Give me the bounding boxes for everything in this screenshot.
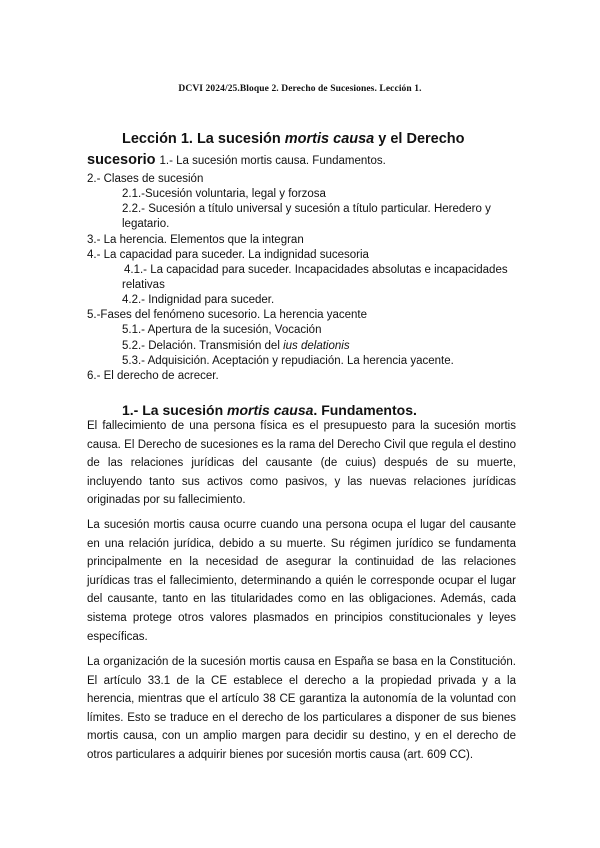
toc-item-4-1: 4.1.- La capacidad para suceder. Incapacidades absolutas e incapacidades: [124, 264, 508, 276]
section-heading-text: 1.- La sucesión: [122, 402, 228, 418]
page-header: DCVI 2024/25.Bloque 2. Derecho de Sucesiones. Lección 1.: [178, 84, 422, 94]
lesson-title-italic: mortis causa: [284, 131, 375, 147]
toc-item-5-2-text: 5.2.- Delación. Transmisión del: [122, 340, 284, 352]
paragraph-1: El fallecimiento de una persona física es el presupuesto para la sucesión mortis causa. El Derecho de sucesiones es la rama del Derecho Civil que regula el destino de las relaciones jurídicas del causante (de cuius) después de su muerte, incluyendo tanto sus activos como pasivos, y las nuevas relaciones jurídicas originadas por su fallecimiento.: [87, 420, 516, 507]
section-heading: [122, 402, 417, 418]
toc-item-4-2: 4.2.- Indignidad para suceder.: [122, 294, 275, 306]
toc-item-5-3: 5.3.- Adquisición. Aceptación y repudiación. La herencia yacente.: [122, 355, 454, 367]
toc-item-5-1: 5.1.- Apertura de la sucesión, Vocación: [122, 324, 322, 336]
paragraph-3: La organización de la sucesión mortis causa en España se basa en la Constitución. El artículo 33.1 de la CE establece el derecho a la propiedad privada y a la herencia, mientras que el artículo 38 CE garantiza la autonomía de la voluntad con límites. Esto se traduce en el derecho de los particulares a disponer de sus bienes mortis causa, con un amplio margen para decidir su destino, y en el derecho de otros particulares a adquirir bienes por sucesión mortis causa (art. 609 CC).: [87, 656, 516, 761]
toc-item-2: 2.- Clases de sucesión: [87, 173, 204, 185]
lesson-title-end: y el Derecho: [374, 131, 465, 147]
toc-item-2-2-cont: legatario.: [122, 218, 170, 230]
paragraph-2: La sucesión mortis causa ocurre cuando una persona ocupa el lugar del causante en una relación jurídica, debido a su muerte. Su régimen jurídico se fundamenta principalmente en la necesidad de asegurar la continuidad de las relaciones jurídicas tras el fallecimiento, determinando a quién le corresponde ocupar el lugar del causante, tanto en las titularidades como en las obligaciones. Además, cada sistema protege otros valores plasmados en principios constitucionales y leyes específicas.: [87, 519, 516, 643]
toc-item-5-2-italic: ius delationis: [283, 340, 350, 352]
toc-item-2-2: 2.2.- Sucesión a título universal y sucesión a título particular. Heredero y: [122, 203, 491, 215]
toc-item-6: 6.- El derecho de acrecer.: [87, 370, 219, 382]
lesson-title-line2-text: sucesorio: [87, 152, 156, 168]
section-heading-end: . Fundamentos.: [313, 402, 417, 418]
toc-item-4-1-cont: relativas: [122, 279, 165, 291]
toc-item-4: 4.- La capacidad para suceder. La indignidad sucesoria: [87, 249, 369, 261]
lesson-title: [122, 131, 465, 147]
toc-item-5-2: [122, 339, 350, 354]
section-heading-italic: mortis causa: [227, 402, 314, 418]
lesson-title-line2: [87, 152, 386, 168]
toc-item-2-1: 2.1.-Sucesión voluntaria, legal y forzosa: [122, 188, 326, 200]
toc-item-1: 1.- La sucesión mortis causa. Fundamentos.: [159, 155, 386, 167]
lesson-title-text: Lección 1. La sucesión: [122, 131, 285, 147]
toc-item-3: 3.- La herencia. Elementos que la integran: [87, 234, 304, 246]
toc-item-5: 5.-Fases del fenómeno sucesorio. La herencia yacente: [87, 309, 367, 321]
